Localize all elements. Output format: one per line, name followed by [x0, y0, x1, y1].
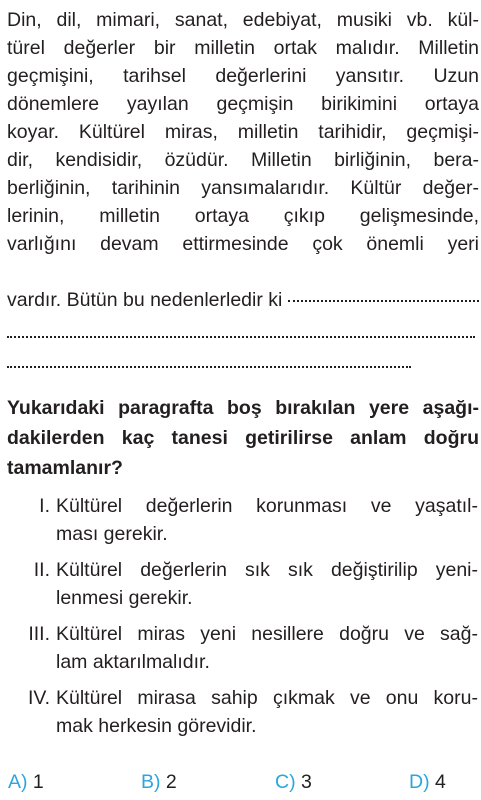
- item-line: Kültürel değerlerin korunması ve yaşatıl-: [56, 495, 478, 517]
- paragraph-line: dir, kendisidir, özüdür. Milletin birliğinin, bera-: [7, 149, 479, 171]
- item-number: II.: [33, 559, 50, 581]
- item-line: Kültürel değerlerin sık sık değiştirilip yeni-: [56, 559, 478, 581]
- paragraph-last-line: [7, 286, 479, 314]
- answer-value: 2: [165, 771, 177, 793]
- answer-choice-b[interactable]: [141, 768, 177, 796]
- paragraph-line: koyar. Kültürel miras, milletin tarihidir, geçmişi-: [7, 121, 479, 143]
- answer-value: 4: [435, 771, 446, 793]
- item-number: I.: [39, 495, 50, 517]
- question-line: Yukarıdaki paragrafta boş bırakılan yere aşağı-: [7, 397, 479, 419]
- question-line: tamamlanır?: [7, 457, 123, 479]
- answer-choice-a[interactable]: [8, 768, 44, 796]
- paragraph-line: dönemlere yayılan geçmişin birikimini ortaya: [7, 93, 479, 115]
- blank-dots-line: [7, 366, 411, 368]
- paragraph-line: varlığını devam ettirmesinde çok önemli yeri: [7, 233, 479, 255]
- answer-letter: A): [8, 771, 28, 793]
- paragraph-line: geçmişini, tarihsel değerlerini yansıtır. Uzun: [7, 65, 479, 87]
- answer-letter: C): [275, 771, 296, 793]
- blank-dots-line: [7, 336, 475, 338]
- item-number: IV.: [27, 687, 50, 709]
- question-line: dakilerden kaç tanesi getirilirse anlam doğru: [7, 427, 479, 449]
- answer-value: 1: [32, 771, 44, 793]
- paragraph-line: türel değerler bir milletin ortak malıdır. Milletin: [7, 37, 479, 59]
- item-number: III.: [28, 623, 50, 645]
- item-line: Kültürel miras yeni nesillere doğru ve sağ-: [56, 623, 478, 645]
- paragraph-line: berliğinin, tarihinin yansımalarıdır. Kültür değer-: [7, 177, 479, 199]
- answer-letter: D): [409, 771, 430, 793]
- paragraph-line: lerinin, milletin ortaya çıkıp gelişmesinde,: [7, 205, 479, 227]
- item-line: lenmesi gerekir.: [56, 587, 193, 609]
- blank-dots: [288, 300, 479, 302]
- answer-value: 3: [301, 771, 312, 793]
- item-line: Kültürel mirasa sahip çıkmak ve onu koru-: [56, 687, 478, 709]
- answer-letter: B): [141, 771, 161, 793]
- item-line: ması gerekir.: [56, 523, 168, 545]
- paragraph-line: Din, dil, mimari, sanat, edebiyat, musiki vb. kül-: [7, 9, 479, 31]
- answer-choice-c[interactable]: [275, 768, 312, 796]
- answer-choice-d[interactable]: [409, 768, 446, 796]
- paragraph-last-text: vardır. Bütün bu nedenlerledir ki: [7, 289, 283, 311]
- item-line: lam aktarılmalıdır.: [56, 651, 210, 673]
- item-line: mak herkesin görevidir.: [56, 715, 257, 737]
- answer-choices: [0, 768, 481, 796]
